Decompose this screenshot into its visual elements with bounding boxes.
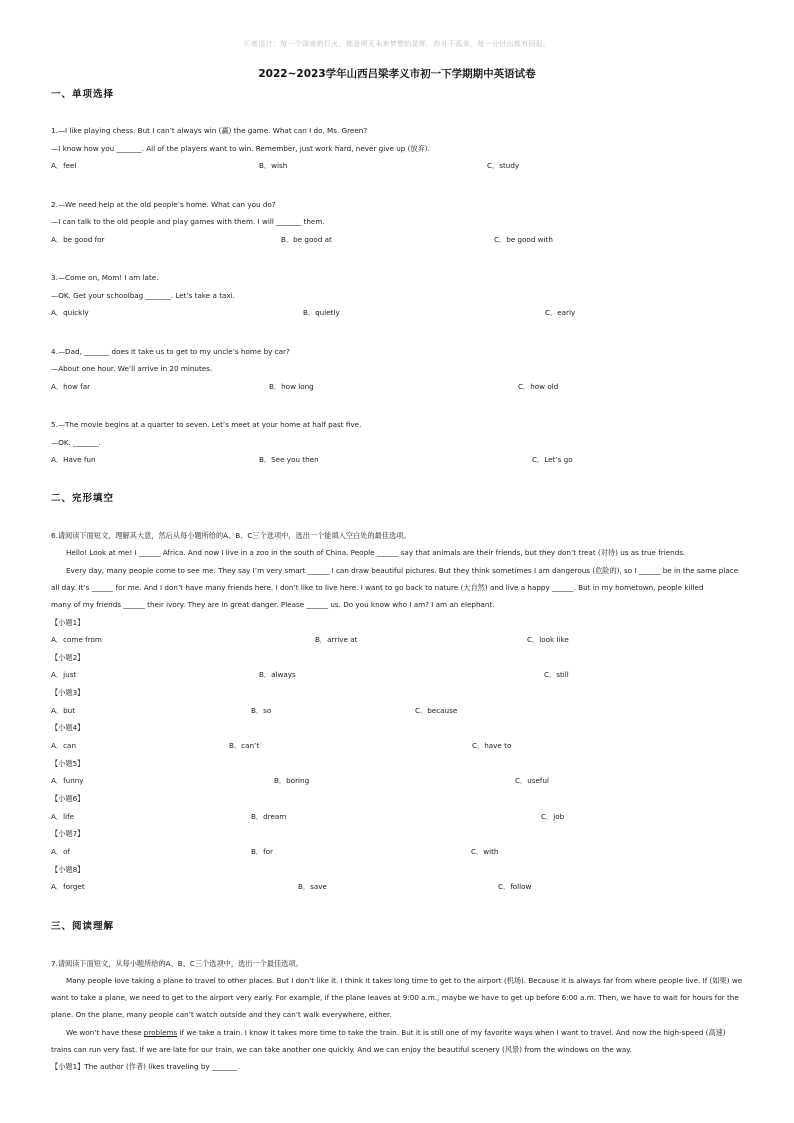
sub6-option-b: B．dream bbox=[251, 812, 287, 821]
q1-option-a: A．feel bbox=[51, 161, 77, 170]
reading-paragraph-line: want to take a plane, we need to get to the airport very early. For example, if the plane leaves at 9:00 a.m., maybe we have to get up before 6:00 a.m. Then, we have to wait for hours for the bbox=[51, 993, 739, 1002]
q1-option-b: B．wish bbox=[259, 161, 288, 170]
q5-option-b: B．See you then bbox=[259, 455, 319, 464]
sub-question-label: 【小题7】 bbox=[51, 829, 85, 838]
q3-option-a: A．quickly bbox=[51, 308, 89, 317]
sub1-option-a: A．come from bbox=[51, 635, 102, 644]
cloze-instructions: 6.请阅读下面短文，理解其大意，然后从每小题所给的A、B、C三个选项中，选出一个能填入空白处的最佳选项。 bbox=[51, 531, 411, 540]
reading-paragraph-line: Many people love taking a plane to travel to other places. But I don’t like it. I think it takes long time to get to the airport (机场). Because it is always far from where people live. If (如果) we bbox=[66, 976, 743, 985]
cloze-paragraph-line: Every day, many people come to see me. They say I’m very smart ______ I can draw beautiful pictures. But they think sometimes I am dangerous (危险的), so I ______ be in the same place bbox=[66, 566, 739, 575]
sub-question-label: 【小题5】 bbox=[51, 759, 85, 768]
sub-question-label: 【小题8】 bbox=[51, 865, 85, 874]
watermark: ⓒ寄语计：每一个深夜的灯火，都是明天未来梦想的星辉。你并不孤单，每一分付出都有回报。 bbox=[243, 40, 551, 48]
sub6-option-a: A．life bbox=[51, 812, 75, 821]
text-segment: We won’t have these bbox=[66, 1028, 144, 1037]
sub-question-label: 【小题1】 bbox=[51, 618, 85, 627]
cloze-paragraph-line: Hello! Look at me! I ______ Africa. And now I live in a zoo in the south of China. People ______ say that animals are their friends, but they don’t treat (对待) us as true friends. bbox=[66, 548, 686, 557]
text-segment: if we take a train. I know it takes more time to take the train. But it is still one of my favorite ways when I want to travel. And now the high-speed (高速) bbox=[177, 1028, 726, 1037]
sub1-option-b: B．arrive at bbox=[315, 635, 358, 644]
section-heading-reading: 三、阅读理解 bbox=[51, 921, 115, 932]
sub2-option-b: B．always bbox=[259, 670, 296, 679]
q2-option-c: C．be good with bbox=[494, 235, 553, 244]
sub5-option-a: A．funny bbox=[51, 776, 84, 785]
sub3-option-a: A．but bbox=[51, 706, 76, 715]
sub3-option-c: C．because bbox=[415, 706, 458, 715]
q3-option-b: B．quietly bbox=[303, 308, 340, 317]
q5-stem: 5.—The movie begins at a quarter to seven. Let’s meet at your home at half past five. bbox=[51, 420, 362, 429]
sub7-option-a: A．of bbox=[51, 847, 71, 856]
sub6-option-c: C．job bbox=[541, 812, 565, 821]
sub4-option-c: C．have to bbox=[472, 741, 512, 750]
q4-option-a: A．how far bbox=[51, 382, 91, 391]
sub8-option-a: A．forget bbox=[51, 882, 85, 891]
cloze-paragraph-line: all day. It’s ______ for me. And I don’t have many friends here. I don’t like to live here. I want to go back to nature (大自然) and live a happy ______. But in my hometown, people killed bbox=[51, 583, 704, 592]
q1-option-c: C．study bbox=[487, 161, 520, 170]
q3-reply: —OK. Get your schoolbag _______. Let’s take a taxi. bbox=[51, 291, 235, 300]
reading-paragraph-line bbox=[66, 1028, 726, 1038]
sub8-option-b: B．save bbox=[298, 882, 327, 891]
page-title: 2022~2023学年山西吕梁孝义市初一下学期期中英语试卷 bbox=[258, 68, 536, 80]
underlined-word: problems bbox=[143, 1028, 178, 1037]
sub8-option-c: C．follow bbox=[498, 882, 532, 891]
reading-paragraph-line: plane. On the plane, many people can’t watch outside and they can’t walk everywhere, either. bbox=[51, 1010, 392, 1019]
sub-question-label: 【小题2】 bbox=[51, 653, 85, 662]
q2-option-a: A．be good for bbox=[51, 235, 105, 244]
q4-option-b: B．how long bbox=[269, 382, 314, 391]
q2-option-b: B．be good at bbox=[281, 235, 332, 244]
sub1-option-c: C．look like bbox=[527, 635, 569, 644]
q1-reply: —I know how you _______. All of the players want to win. Remember, just work hard, never give up (放弃). bbox=[51, 144, 430, 153]
sub7-option-b: B．for bbox=[251, 847, 274, 856]
q5-option-a: A．Have fun bbox=[51, 455, 96, 464]
q4-reply: —About one hour. We’ll arrive in 20 minutes. bbox=[51, 364, 213, 373]
sub5-option-b: B．boring bbox=[274, 776, 310, 785]
reading-instructions: 7.请阅读下面短文，从每小题所给的A、B、C三个选项中，选出一个最佳选项。 bbox=[51, 959, 303, 968]
q5-option-c: C．Let’s go bbox=[532, 455, 573, 464]
sub4-option-b: B．can’t bbox=[229, 741, 260, 750]
reading-paragraph-line: trains can run very fast. If we are late for our train, we can take another one quickly. And we can enjoy the beautiful scenery (风景) from the windows on the way. bbox=[51, 1045, 632, 1054]
sub7-option-c: C．with bbox=[471, 847, 499, 856]
sub4-option-a: A．can bbox=[51, 741, 77, 750]
q4-stem: 4.—Dad, _______ does it take us to get to my uncle’s home by car? bbox=[51, 347, 290, 356]
sub-question-label: 【小题3】 bbox=[51, 688, 85, 697]
q4-option-c: C．how old bbox=[518, 382, 559, 391]
sub2-option-c: C．still bbox=[544, 670, 569, 679]
q5-reply: —OK. _______. bbox=[51, 438, 101, 447]
q2-reply: —I can talk to the old people and play games with them. I will _______ them. bbox=[51, 217, 325, 226]
cloze-paragraph-line: many of my friends ______ their ivory. They are in great danger. Please ______ us. Do you know who I am? I am an elephant. bbox=[51, 600, 495, 609]
q3-option-c: C．early bbox=[545, 308, 576, 317]
q3-stem: 3.—Come on, Mom! I am late. bbox=[51, 273, 159, 282]
sub3-option-b: B．so bbox=[251, 706, 272, 715]
sub2-option-a: A．just bbox=[51, 670, 77, 679]
q2-stem: 2.—We need help at the old people’s home. What can you do? bbox=[51, 200, 276, 209]
sub5-option-c: C．useful bbox=[515, 776, 550, 785]
reading-sub-question: 【小题1】The author (作者) likes traveling by _______. bbox=[51, 1062, 240, 1071]
section-heading-cloze: 二、完形填空 bbox=[51, 493, 115, 504]
sub-question-label: 【小题4】 bbox=[51, 723, 85, 732]
section-heading-single-choice: 一、单项选择 bbox=[51, 89, 115, 100]
q1-stem: 1.—I like playing chess. But I can’t always win (赢) the game. What can I do, Ms. Green? bbox=[51, 126, 368, 135]
sub-question-label: 【小题6】 bbox=[51, 794, 85, 803]
